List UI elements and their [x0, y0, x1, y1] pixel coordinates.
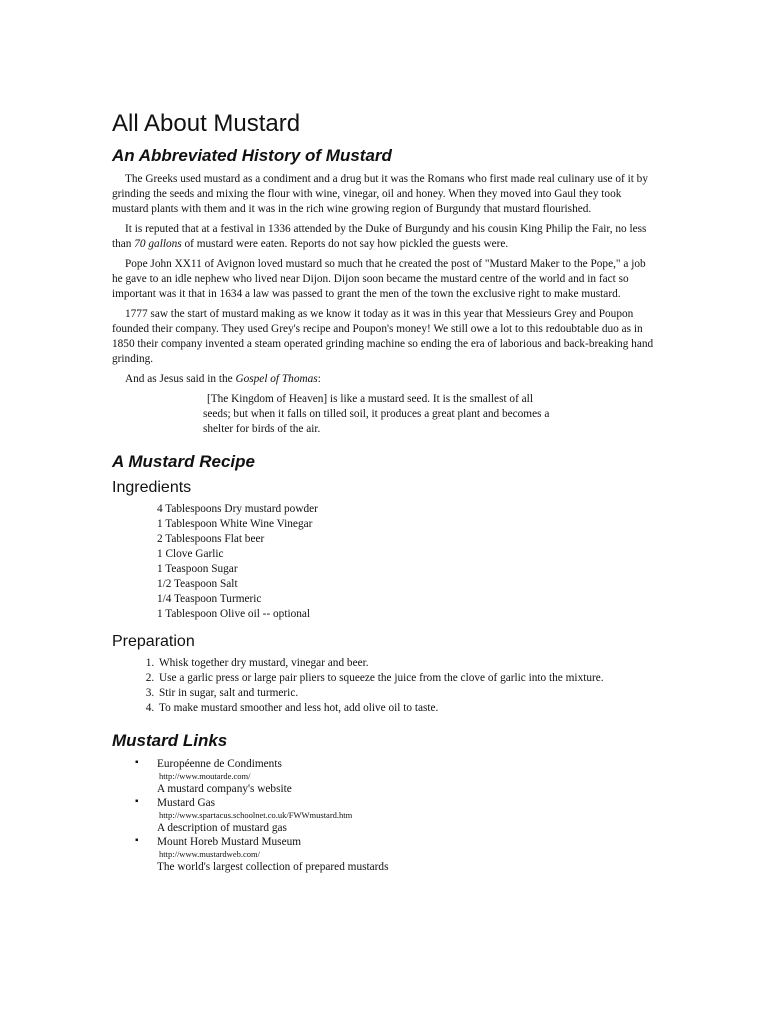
list-item: 1/2 Teaspoon Salt	[157, 578, 238, 590]
square-bullet-icon: ▪	[135, 835, 139, 846]
links-heading: Mustard Links	[112, 731, 228, 750]
link-name: Mustard Gas	[157, 797, 216, 809]
list-item: 1/4 Teaspoon Turmeric	[157, 593, 262, 605]
square-bullet-icon: ▪	[135, 796, 139, 807]
links-list	[112, 757, 657, 874]
history-paragraph-5-text-b: :	[317, 373, 321, 385]
history-paragraph-2-text-a: It is reputed that at a festival in 1336 attended by the Duke of Burgundy and his cousin King Philip the Fair, no less than	[112, 223, 647, 250]
ingredients-list	[112, 502, 657, 622]
link-url[interactable]: http://www.mustardweb.com/	[159, 849, 260, 859]
link-description: A mustard company's website	[157, 783, 292, 795]
link-name: Mount Horeb Mustard Museum	[157, 836, 302, 848]
recipe-heading: A Mustard Recipe	[112, 452, 255, 471]
document-page	[112, 109, 657, 874]
history-paragraph-2-emphasis: 70 gallons	[134, 238, 182, 250]
link-description: The world's largest collection of prepared mustards	[157, 861, 389, 873]
list-item: 2. Use a garlic press or large pair pliers to squeeze the juice from the clove of garlic into the mixture.	[157, 671, 657, 686]
preparation-steps	[112, 656, 657, 716]
history-paragraph-1: The Greeks used mustard as a condiment and a drug but it was the Romans who first made real culinary use of it by grinding the seeds and mixing the flour with wine, vinegar, oil and honey. When they moved into Gaul they took mustard plants with them and it was in the rich wine growing region of Burgundy that mustard flourished.	[112, 173, 648, 215]
link-url[interactable]: http://www.spartacus.schoolnet.co.uk/FWWmustard.htm	[159, 810, 353, 820]
gospel-quote: [The Kingdom of Heaven] is like a mustard seed. It is the smallest of all seeds; but when it falls on tilled soil, it produces a great plant and becomes a shelter for birds of the air.	[203, 393, 550, 435]
gospel-title: Gospel of Thomas	[235, 373, 318, 385]
history-paragraph-4: 1777 saw the start of mustard making as we know it today as it was in this year that Messieurs Grey and Poupon founded their company. They used Grey's recipe and Poupon's money! We still owe a lot to this redoubtable duo as in 1850 their company invented a steam operated grinding machine so ending the era of laborious and back-breaking hand grinding.	[112, 308, 654, 365]
list-item: 4. To make mustard smoother and less hot, add olive oil to taste.	[157, 701, 657, 716]
list-item: 2 Tablespoons Flat beer	[157, 533, 265, 545]
list-item	[135, 835, 657, 874]
history-paragraph-2	[112, 222, 657, 252]
history-paragraph-5-text-a: And as Jesus said in the	[125, 373, 236, 385]
history-paragraph-2-text-b: of mustard were eaten. Reports do not say how pickled the guests were.	[181, 238, 509, 250]
preparation-heading: Preparation	[112, 633, 195, 650]
list-item	[135, 757, 657, 796]
list-item: 1 Tablespoon White Wine Vinegar	[157, 518, 313, 530]
list-item: 1 Clove Garlic	[157, 548, 224, 560]
history-paragraph-5	[112, 372, 657, 387]
history-paragraph-3: Pope John XX11 of Avignon loved mustard so much that he created the post of "Mustard Maker to the Pope," a job he gave to an idle nephew who lived near Dijon. Dijon soon became the mustard centre of the world and in fact so important was it that in 1634 a law was passed to grant the men of the town the exclusive right to make mustard.	[112, 258, 646, 300]
list-item: 1 Tablespoon Olive oil -- optional	[157, 608, 311, 620]
history-heading: An Abbreviated History of Mustard	[112, 146, 392, 165]
square-bullet-icon: ▪	[135, 757, 139, 768]
link-url[interactable]: http://www.moutarde.com/	[159, 771, 251, 781]
list-item: 1 Teaspoon Sugar	[157, 563, 238, 575]
list-item: 4 Tablespoons Dry mustard powder	[157, 503, 318, 515]
list-item: 3. Stir in sugar, salt and turmeric.	[157, 686, 657, 701]
ingredients-heading: Ingredients	[112, 479, 192, 496]
link-name: Européenne de Condiments	[157, 758, 282, 770]
link-description: A description of mustard gas	[157, 822, 287, 834]
page-title: All About Mustard	[112, 110, 301, 137]
list-item	[135, 796, 657, 835]
list-item: 1. Whisk together dry mustard, vinegar and beer.	[157, 656, 657, 671]
